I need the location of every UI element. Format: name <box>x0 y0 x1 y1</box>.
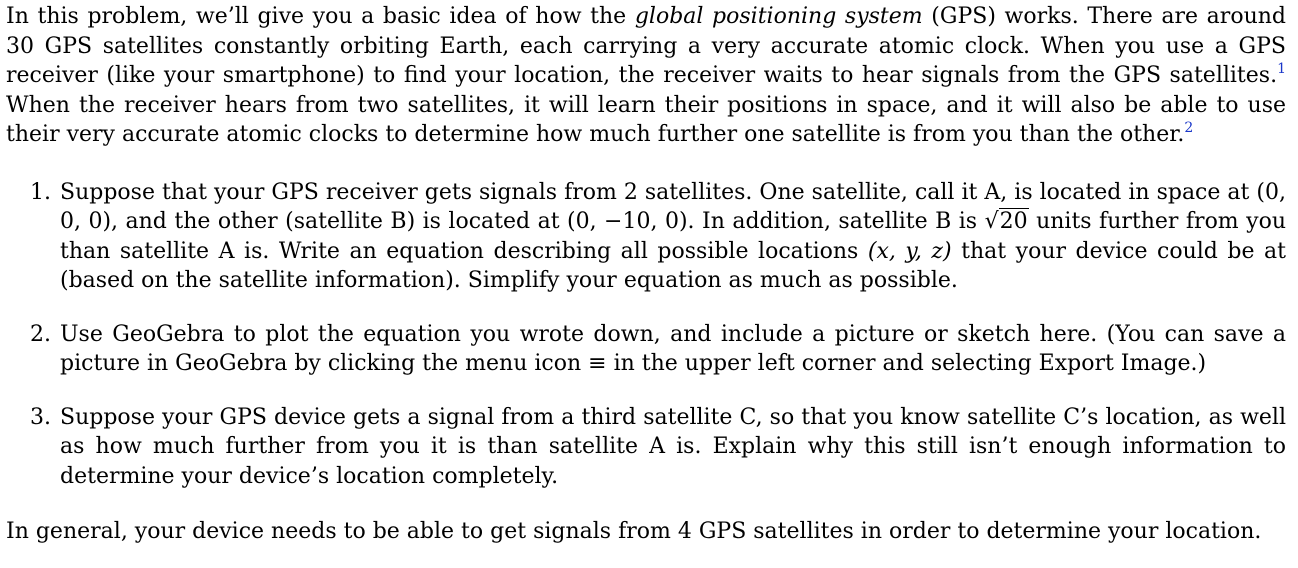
footnote-2-link[interactable]: 2 <box>1184 120 1194 136</box>
problem-1-text-d: units further from you than satellite A is. Write an equation describing all possible locations <box>60 209 1286 264</box>
satellite-a-position: (0, 0, 0) <box>60 179 1286 234</box>
problem-1-text-c: . In addition, satellite B is <box>687 209 985 234</box>
intro-text-1: In this problem, we’ll give you a basic idea of how the <box>6 4 635 29</box>
problem-2-text: Use GeoGebra to plot the equation you wrote down, and include a picture or sketch here. (You can save a picture in GeoGebra by clicking the menu icon ≡ in the upper left corner and selecting Export Image.) <box>60 321 1286 376</box>
problem-1-text-e: that your device could be at (based on the satellite information). Simplify your equation as much as possible. <box>60 238 1286 293</box>
radical-sign: √ <box>984 209 999 234</box>
problem-number-3: 3. <box>30 404 51 430</box>
problem-item-1 <box>6 178 1286 296</box>
problem-1-text-a: Suppose that your GPS receiver gets signals from 2 satellites. One satellite, call it A, is located in space at <box>60 179 1257 205</box>
sqrt-expression <box>985 207 1029 237</box>
radicand: 20 <box>999 209 1028 234</box>
problem-item-3 <box>6 403 1286 492</box>
problem-list <box>6 178 1286 492</box>
problem-1-text-b: , and the other (satellite B) is located at <box>111 209 568 234</box>
satellite-b-position: (0, −10, 0) <box>567 209 688 234</box>
problem-number-2: 2. <box>30 321 51 347</box>
intro-text-3: When the receiver hears from two satellites, it will learn their positions in space, and it will also be able to use their very accurate atomic clocks to determine how much further one satellite is from you than the other. <box>6 92 1286 147</box>
problem-number-1: 1. <box>30 179 51 205</box>
problem-item-2 <box>6 320 1286 379</box>
footnote-1-link[interactable]: 1 <box>1277 61 1286 77</box>
intro-paragraph <box>6 2 1286 150</box>
problem-3-text: Suppose your GPS device gets a signal from a third satellite C, so that you know satellite C’s location, as well as how much further from you it is than satellite A is. Explain why this still isn’t enough information to determine your device’s location completely. <box>60 404 1286 489</box>
xyz-variables: (x, y, z) <box>867 238 952 264</box>
intro-text-2: (GPS) works. There are around 30 GPS satellites constantly orbiting Earth, each carrying a very accurate atomic clock. When you use a GPS receiver (like your smartphone) to find your location, the receiver waits to hear signals from the GPS satellites. <box>6 4 1286 88</box>
closing-paragraph: In general, your device needs to be able to get signals from 4 GPS satellites in order to determine your location. <box>6 519 1262 544</box>
gps-term: global positioning system <box>634 4 923 29</box>
